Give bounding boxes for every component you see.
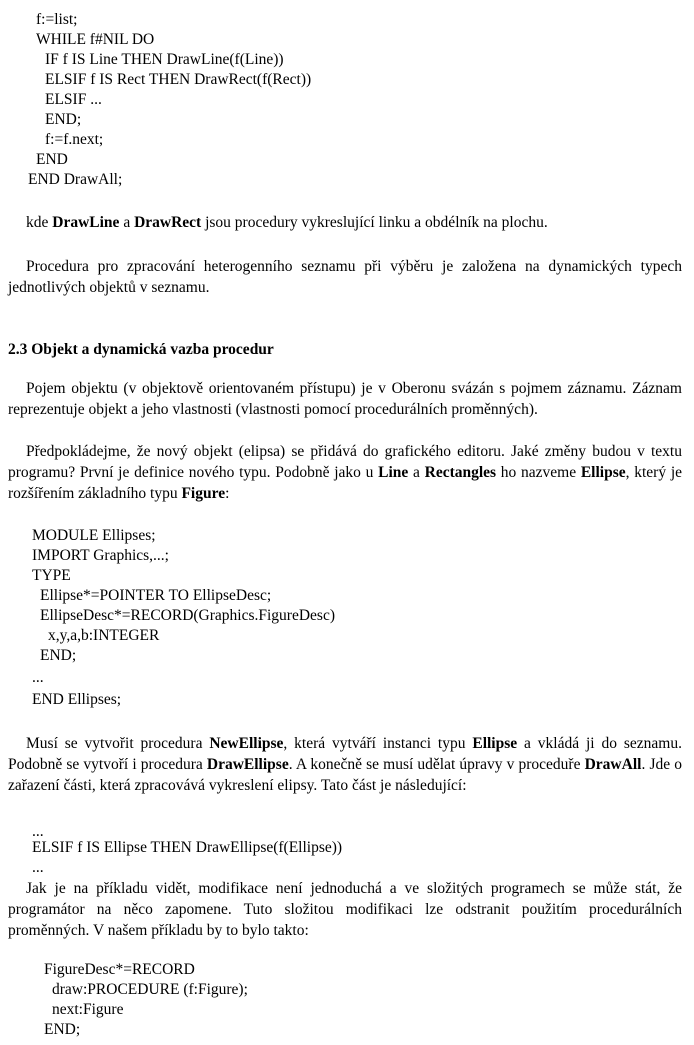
text: , který je rozšířením základního typu	[8, 464, 683, 502]
paragraph-object-concept	[8, 378, 682, 420]
text: . A konečně se musí udělat úpravy v proceduře	[288, 756, 585, 773]
code-line: END;	[40, 647, 77, 664]
term-ellipse: Ellipse	[472, 735, 518, 752]
code-line: x,y,a,b:INTEGER	[48, 627, 160, 644]
code-line: ELSIF f IS Ellipse THEN DrawEllipse(f(Ellipse))	[32, 839, 343, 856]
text: Procedura pro zpracování heterogenního seznamu při výběru je založena na dynamických typech jednotlivých objektů v seznamu.	[8, 258, 682, 296]
code-line: TYPE	[32, 567, 71, 584]
text: ho nazveme	[496, 464, 581, 481]
paragraph-drawline-drawrect	[8, 212, 682, 233]
code-line: WHILE f#NIL DO	[36, 31, 155, 48]
term-figure: Figure	[181, 485, 226, 502]
term-ellipse: Ellipse	[580, 464, 626, 481]
text: Předpokládejme, že nový objekt (elipsa) se přidává do grafického editoru. Jaké změny budou v textu programu? První je definice nového typu. Podobně jako u	[8, 443, 682, 481]
code-line: draw:PROCEDURE (f:Figure);	[52, 981, 248, 998]
paragraph-new-ellipse	[8, 441, 682, 504]
text: . Jde o zařazení části, která zpracovává vykreslení elipsy. Tato část je následující:	[8, 756, 682, 794]
text: a vkládá ji do seznamu. Podobně se vytvoří i procedura	[8, 735, 682, 773]
term-drawellipse: DrawEllipse	[206, 756, 289, 773]
code-line: END	[36, 151, 68, 168]
text: :	[225, 485, 230, 502]
text: jsou procedury vykreslující linku a obdélník na plochu.	[201, 214, 548, 231]
term-drawrect: DrawRect	[134, 214, 202, 231]
text: a	[408, 464, 425, 481]
code-line: MODULE Ellipses;	[32, 527, 156, 544]
code-line: ...	[32, 823, 44, 840]
code-line: FigureDesc*=RECORD	[44, 961, 195, 978]
code-line: Ellipse*=POINTER TO EllipseDesc;	[40, 587, 272, 604]
term-drawall: DrawAll	[584, 756, 642, 773]
term-drawline: DrawLine	[52, 214, 120, 231]
code-line: IF f IS Line THEN DrawLine(f(Line))	[45, 51, 284, 68]
code-line: ...	[32, 859, 44, 876]
code-line: END Ellipses;	[32, 691, 122, 708]
term-newellipse: NewEllipse	[209, 735, 284, 752]
code-line: f:=f.next;	[45, 131, 104, 148]
term-line: Line	[378, 464, 409, 481]
code-line: END;	[45, 111, 82, 128]
code-line: IMPORT Graphics,...;	[32, 547, 169, 564]
text: Musí se vytvořit procedura	[26, 735, 210, 752]
code-line: ELSIF ...	[45, 91, 102, 108]
code-line: ELSIF f IS Rect THEN DrawRect(f(Rect))	[45, 71, 312, 88]
code-line: END;	[44, 1021, 81, 1038]
paragraph-modification	[8, 878, 682, 941]
text: kde	[26, 214, 53, 231]
text: Jak je na příkladu vidět, modifikace není jednoduchá a ve složitých programech se může stát, že programátor na něco zapomene. Tuto složitou modifikaci lze odstranit použitím procedurálních proměnných. V našem příkladu by to bylo takto:	[8, 880, 682, 939]
code-line: ...	[32, 669, 44, 686]
term-rectangles: Rectangles	[424, 464, 497, 481]
text: , která vytváří instanci typu	[283, 735, 473, 752]
section-heading: 2.3 Objekt a dynamická vazba procedur	[8, 341, 274, 358]
text: Pojem objektu (v objektově orientovaném přístupu) je v Oberonu svázán s pojmem záznamu. Záznam reprezentuje objekt a jeho vlastnosti (vlastnosti pomocí procedurálních proměnných).	[8, 380, 682, 418]
paragraph-heterogeneous-list	[8, 256, 682, 298]
code-line: next:Figure	[52, 1001, 124, 1018]
paragraph-procedures	[8, 733, 682, 796]
code-line: f:=list;	[36, 11, 78, 28]
text: a	[119, 214, 135, 231]
code-line: EllipseDesc*=RECORD(Graphics.FigureDesc)	[40, 607, 335, 624]
code-line: END DrawAll;	[28, 171, 123, 188]
